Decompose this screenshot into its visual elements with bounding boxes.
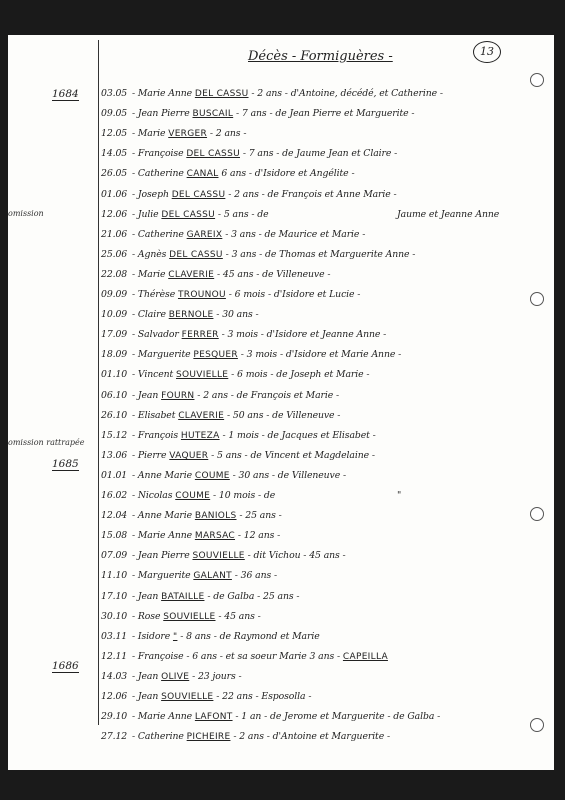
entry-surname: DEL CASSU (169, 249, 223, 260)
entry-date: 07.09 (101, 550, 128, 562)
entry-details: - 12 ans - (235, 530, 281, 542)
entry-given-name: Pierre (137, 449, 170, 461)
entry-surname: DEL CASSU (171, 189, 226, 200)
entry-date: 26.10 (101, 409, 128, 421)
list-item: 22.08 - Marie CLAVERIE - 45 ans - de Villeneuve - (101, 268, 331, 280)
entry-surname: VERGER (168, 129, 208, 140)
list-item: 07.09 - Jean Pierre SOUVIELLE - dit Vichou - 45 ans - (101, 550, 346, 562)
list-item: 16.02 - Nicolas COUME - 10 mois - de " (101, 490, 402, 501)
entry-given-name: Jean (137, 670, 162, 682)
entry-details: - 5 ans - de Vincent et Magdelaine - (208, 449, 375, 461)
entry-details: - 10 mois - de (210, 490, 276, 501)
entry-given-name: Marie Anne (137, 711, 195, 723)
entry-surname: SOUVIELLE (161, 692, 214, 702)
list-item: 26.10 - Elisabet CLAVERIE - 50 ans - de Villeneuve - (101, 409, 341, 421)
list-item: 12.06 - Julie DEL CASSU - 5 ans - de Jaume et Jeanne Anne (101, 208, 500, 220)
entry-details: - dit Vichou - 45 ans - (244, 550, 346, 562)
entry-surname: SOUVIELLE (192, 551, 245, 562)
entry-details: 6 ans - d'Isidore et Angélite - (218, 168, 355, 180)
entry-given-name: Julie (137, 208, 162, 220)
entry-surname: DEL CASSU (194, 89, 249, 99)
entry-details: - 6 mois - d'Isidore et Lucie - (225, 289, 361, 300)
list-item: 18.09 - Marguerite PESQUER - 3 mois - d'Isidore et Marie Anne - (101, 349, 402, 361)
entry-date: 22.08 (101, 268, 128, 280)
entry-details: - 36 ans - (231, 570, 278, 582)
entry-date: 09.05 (101, 108, 128, 120)
entry-surname: COUME (194, 470, 230, 481)
entry-details: - 30 ans - (213, 309, 259, 321)
list-item: 03.05 - Marie Anne DEL CASSU - 2 ans - d'Antoine, décédé, et Catherine - (101, 88, 443, 99)
list-item: 10.09 - Claire BERNOLE - 30 ans - (101, 309, 259, 321)
entry-given-name: Elisabet (137, 409, 179, 421)
entry-surname: DEL CASSU (186, 149, 240, 160)
entry-date: 10.09 (101, 309, 128, 321)
entry-details: - 7 ans - de Jaume Jean et Claire - (239, 148, 398, 160)
entry-date: 09.09 (101, 289, 128, 300)
entry-details: - 5 ans - de (215, 208, 269, 220)
entry-date: 12.11 (101, 650, 128, 662)
entry-details: - 3 ans - de Thomas et Marguerite Anne - (222, 248, 416, 260)
entry-details: - 2 ans - de François et Marie - (194, 389, 340, 401)
list-item: 27.12 - Catherine PICHEIRE - 2 ans - d'Antoine et Marguerite - (101, 731, 390, 743)
entry-date: 03.05 (101, 88, 128, 99)
entry-date: 01.10 (101, 369, 128, 381)
list-item: 17.10 - Jean BATAILLE - de Galba - 25 ans - (101, 590, 300, 602)
list-item: 14.05 - Françoise DEL CASSU - 7 ans - de Jaume Jean et Claire - (101, 148, 398, 160)
list-item: 13.06 - Pierre VAQUER - 5 ans - de Vincent et Magdelaine - (101, 449, 375, 461)
entry-details: - 3 ans - de Maurice et Marie - (222, 228, 366, 240)
entry-surname: CLAVERIE (168, 269, 215, 280)
entry-details: - 25 ans - (236, 510, 282, 522)
list-item: 15.08 - Marie Anne MARSAC - 12 ans - (101, 530, 281, 542)
entry-date: 17.10 (101, 590, 128, 602)
list-item: 03.11 - Isidore " - 8 ans - de Raymond et Marie (101, 630, 320, 642)
entry-details: - 2 ans - d'Antoine et Marguerite - (230, 731, 390, 743)
entry-details: - 23 jours - (189, 670, 242, 682)
margin-note: omission rattrapée (8, 438, 85, 447)
entry-surname: LAFONT (194, 712, 233, 723)
entry-details: - 3 mois - d'Isidore et Marie Anne - (237, 349, 402, 361)
entry-surname: BUSCAIL (192, 109, 234, 120)
entry-details: - 1 mois - de Jacques et Elisabet - (219, 429, 376, 441)
entry-date: 14.03 (101, 670, 128, 682)
year-label: 1686 (52, 660, 79, 672)
list-item: 01.06 - Joseph DEL CASSU - 2 ans - de François et Anne Marie - (101, 188, 397, 200)
entry-date: 15.08 (101, 530, 128, 542)
entry-date: 18.09 (101, 349, 128, 361)
entry-given-name: Salvador (137, 329, 182, 341)
list-item: 12.04 - Anne Marie BANIOLS - 25 ans - (101, 510, 282, 522)
list-item: 12.05 - Marie VERGER - 2 ans - (101, 128, 247, 140)
entry-date: 03.11 (101, 630, 128, 642)
year-label: 1684 (52, 88, 79, 100)
entry-given-name: Marguerite (137, 349, 194, 361)
list-item: 11.10 - Marguerite GALANT - 36 ans - (101, 570, 278, 582)
entry-surname: BATAILLE (161, 591, 205, 602)
entry-surname: " (172, 631, 178, 642)
entry-given-name: Françoise (137, 148, 187, 160)
page-number: 13 (473, 41, 501, 63)
entry-details: - 1 an - de Jerome et Marguerite - de Galba - (232, 711, 441, 723)
entry-given-name: Isidore (137, 630, 173, 642)
entry-date: 16.02 (101, 490, 128, 501)
entry-surname: VAQUER (169, 450, 209, 461)
list-item: 12.06 - Jean SOUVIELLE - 22 ans - Esposolla - (101, 691, 312, 702)
entry-given-name: Jean (137, 691, 162, 702)
list-item: 09.09 - Thérèse TROUNOU - 6 mois - d'Isidore et Lucie - (101, 289, 361, 300)
list-item: 12.11 - Françoise - 6 ans - et sa soeur Marie 3 ans - CAPEILLA (101, 650, 388, 662)
entry-details: - 6 mois - de Joseph et Marie - (228, 369, 370, 381)
entry-date: 17.09 (101, 329, 128, 341)
entry-details: - 2 ans - de François et Anne Marie - (225, 188, 397, 200)
entry-parents: Jaume et Jeanne Anne (397, 208, 500, 220)
list-item: 01.01 - Anne Marie COUME - 30 ans - de Villeneuve - (101, 469, 346, 481)
entry-surname: HUTEZA (180, 430, 220, 441)
entry-surname: DEL CASSU (161, 209, 216, 220)
entry-date: 14.05 (101, 148, 128, 160)
entry-surname: BERNOLE (168, 310, 214, 321)
document-page (8, 35, 554, 770)
entry-surname: GAREIX (186, 229, 223, 240)
entry-details: - 50 ans - de Villeneuve - (224, 409, 341, 421)
entry-surname: GALANT (193, 571, 232, 582)
entry-surname: FOURN (161, 390, 195, 401)
entry-surname: CLAVERIE (178, 410, 225, 421)
list-item: 29.10 - Marie Anne LAFONT - 1 an - de Jerome et Marguerite - de Galba - (101, 711, 441, 723)
entry-details: - 2 ans - d'Antoine, décédé, et Catherine - (248, 88, 443, 99)
entry-surname: SOUVIELLE (176, 370, 229, 381)
entry-given-name: Françoise - 6 ans - et sa soeur Marie 3 ans - (137, 650, 343, 662)
entry-given-name: Jean Pierre (137, 550, 193, 562)
entry-surname: SOUVIELLE (163, 611, 216, 622)
entry-date: 13.06 (101, 449, 128, 461)
entry-date: 06.10 (101, 389, 128, 401)
entry-date: 21.06 (101, 228, 128, 240)
entry-given-name: Marie Anne (137, 530, 195, 542)
list-item: 30.10 - Rose SOUVIELLE - 45 ans - (101, 610, 261, 622)
entry-details: - 7 ans - de Jean Pierre et Marguerite - (233, 108, 415, 120)
entry-surname: CAPEILLA (342, 651, 388, 662)
entry-date: 26.05 (101, 168, 128, 180)
entry-date: 12.05 (101, 128, 128, 140)
entry-given-name: Marie (137, 268, 169, 280)
entry-given-name: Catherine (137, 228, 187, 240)
margin-line (98, 40, 99, 725)
list-item: 09.05 - Jean Pierre BUSCAIL - 7 ans - de Jean Pierre et Marguerite - (101, 108, 415, 120)
entry-given-name: François (137, 429, 181, 441)
entry-date: 15.12 (101, 429, 128, 441)
list-item: 17.09 - Salvador FERRER - 3 mois - d'Isidore et Jeanne Anne - (101, 329, 387, 341)
year-label: 1685 (52, 458, 79, 470)
entry-date: 12.06 (101, 208, 128, 220)
entry-given-name: Rose (137, 610, 164, 622)
entry-details: - de Galba - 25 ans - (204, 590, 300, 602)
entry-given-name: Marie (137, 128, 169, 140)
entry-details: - 30 ans - de Villeneuve - (229, 469, 346, 481)
list-item: 14.03 - Jean OLIVE - 23 jours - (101, 670, 242, 682)
entry-given-name: Vincent (137, 369, 176, 381)
entry-date: 25.06 (101, 248, 128, 260)
list-item: 21.06 - Catherine GAREIX - 3 ans - de Maurice et Marie - (101, 228, 366, 240)
entry-given-name: Jean (137, 590, 162, 602)
list-item: 06.10 - Jean FOURN - 2 ans - de François et Marie - (101, 389, 340, 401)
list-item: 01.10 - Vincent SOUVIELLE - 6 mois - de Joseph et Marie - (101, 369, 370, 381)
entry-surname: TROUNOU (177, 290, 226, 300)
entry-given-name: Anne Marie (137, 510, 195, 522)
entry-details: - 22 ans - Esposolla - (213, 691, 312, 702)
entry-surname: OLIVE (161, 671, 190, 682)
entry-given-name: Thérèse (137, 289, 178, 300)
entry-given-name: Catherine (137, 168, 187, 180)
entry-details: - 45 ans - (215, 610, 261, 622)
entry-date: 30.10 (101, 610, 128, 622)
entry-parents: " (397, 490, 402, 501)
entry-date: 11.10 (101, 570, 128, 582)
list-item: 15.12 - François HUTEZA - 1 mois - de Jacques et Elisabet - (101, 429, 376, 441)
entry-date: 12.04 (101, 510, 128, 522)
entry-given-name: Jean Pierre (137, 108, 193, 120)
entry-details: - 8 ans - de Raymond et Marie (177, 630, 320, 642)
entry-given-name: Claire (137, 309, 169, 321)
entry-given-name: Jean (137, 389, 162, 401)
entry-given-name: Agnès (137, 248, 170, 260)
entry-given-name: Anne Marie (137, 469, 195, 481)
entry-surname: PESQUER (193, 350, 238, 361)
page-title: Décès - Formiguères - (248, 49, 393, 64)
entry-date: 27.12 (101, 731, 128, 743)
entry-given-name: Nicolas (137, 490, 176, 501)
entry-given-name: Marie Anne (137, 88, 195, 99)
margin-note: omission (8, 209, 44, 218)
entry-date: 01.01 (101, 469, 128, 481)
entry-date: 12.06 (101, 691, 128, 702)
entry-given-name: Catherine (137, 731, 187, 743)
entry-surname: COUME (175, 491, 211, 501)
punch-hole-icon (530, 73, 544, 87)
list-item: 26.05 - Catherine CANAL 6 ans - d'Isidore et Angélite - (101, 168, 355, 180)
entry-surname: BANIOLS (194, 511, 237, 522)
entry-details: - 2 ans - (207, 128, 247, 140)
entry-details: - 3 mois - d'Isidore et Jeanne Anne - (218, 329, 387, 341)
entry-surname: FERRER (181, 330, 219, 341)
entry-surname: MARSAC (194, 531, 236, 542)
entry-surname: PICHEIRE (186, 732, 231, 743)
entry-details: - 45 ans - de Villeneuve - (214, 268, 331, 280)
entry-date: 01.06 (101, 188, 128, 200)
entry-given-name: Marguerite (137, 570, 194, 582)
entry-surname: CANAL (186, 169, 219, 180)
list-item: 25.06 - Agnès DEL CASSU - 3 ans - de Thomas et Marguerite Anne - (101, 248, 416, 260)
entry-date: 29.10 (101, 711, 128, 723)
entry-given-name: Joseph (137, 188, 172, 200)
